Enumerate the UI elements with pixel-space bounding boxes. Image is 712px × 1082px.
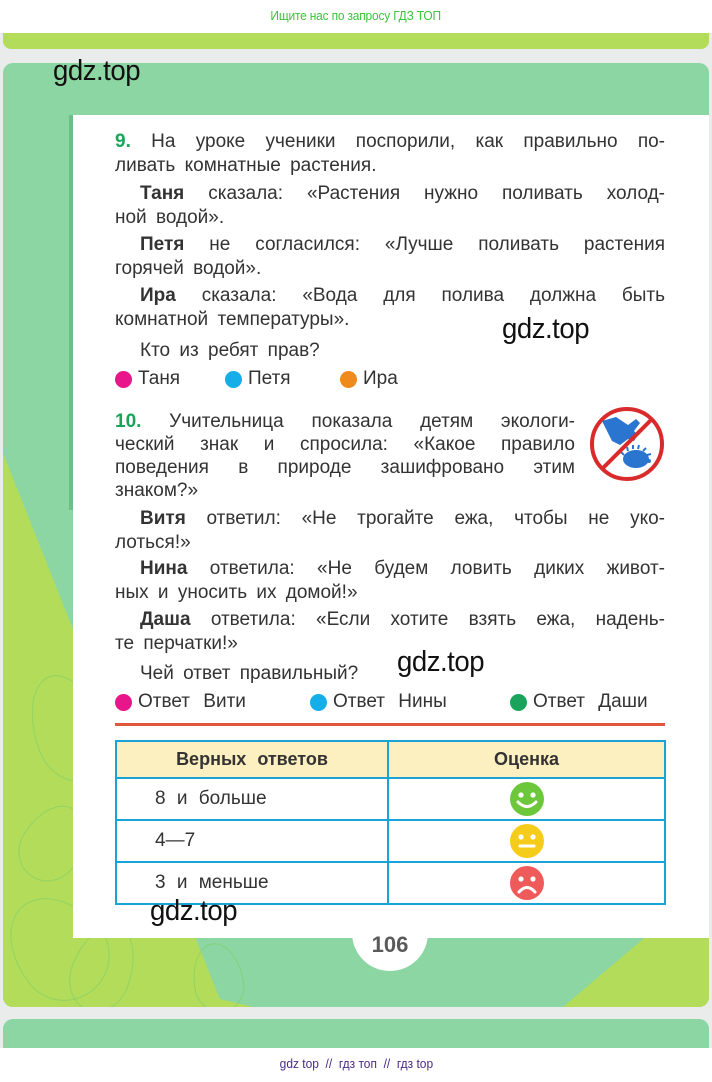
watermark: gdz.top [150, 895, 238, 927]
statement-vitya: Витя ответил: «Не трогайте ежа, чтобы не уко- [140, 508, 665, 529]
magenta-dot-icon [115, 371, 132, 388]
table-row [116, 778, 665, 820]
task9-options [115, 368, 398, 390]
header-correct-answers: Верных ответов [116, 741, 388, 778]
statement-dasha: Даша ответила: «Если хотите взять ежа, надень- [140, 609, 666, 630]
option-vitya[interactable]: Ответ Вити [115, 691, 310, 713]
watermark: gdz.top [502, 313, 590, 345]
statement-tanya: Таня сказала: «Растения нужно поливать холод- [140, 183, 666, 204]
no-touching-hedgehog-sign-icon [588, 405, 666, 483]
task10-intro-line: знаком?» [115, 480, 199, 501]
task10-question: Чей ответ правильный? [140, 663, 359, 684]
statement-petya-cont: горячей водой». [115, 258, 262, 279]
happy-face-icon [509, 781, 545, 817]
table-row [116, 820, 665, 862]
task10-intro-line: ческий знак и спросила: «Какое правило [115, 434, 575, 455]
grade-cell [388, 820, 665, 862]
table-header-row [116, 741, 665, 778]
footer [0, 1048, 712, 1082]
page-number: 106 [371, 932, 409, 957]
header-grade: Оценка [388, 741, 665, 778]
neutral-face-icon [509, 823, 545, 859]
blue-dot-icon [225, 371, 242, 388]
task10-options [115, 691, 648, 713]
option-dasha[interactable]: Ответ Даши [510, 691, 648, 713]
task10-intro-line: поведения в природе зашифровано этим [115, 457, 575, 478]
task-number: 10. [115, 411, 142, 432]
option-petya[interactable]: Петя [225, 368, 340, 390]
orange-dot-icon [340, 371, 357, 388]
top-banner [0, 0, 712, 33]
statement-petya: Петя не согласился: «Лучше поливать растения [140, 234, 666, 255]
statement-ira-cont: комнатной температуры». [115, 309, 350, 330]
top-banner-text: Ищите нас по запросу ГДЗ ТОП [270, 8, 442, 23]
blue-dot-icon [310, 694, 327, 711]
footer-text: gdz top // гдз топ // гдз top [279, 1056, 433, 1071]
task10-intro: 10. Учительница показала детям экологи- [115, 411, 576, 432]
statement-nina-cont: ных и уносить их домой!» [115, 582, 358, 603]
range-cell: 8 и больше [116, 778, 388, 820]
task9-intro-cont: ливать комнатные растения. [115, 155, 377, 176]
statement-dasha-cont: те перчатки!» [115, 633, 238, 654]
task9-intro: 9. На уроке ученики поспорили, как правильно по- [115, 131, 666, 152]
option-nina[interactable]: Ответ Нины [310, 691, 510, 713]
range-cell: 3 и меньше [116, 862, 388, 904]
grade-cell [388, 862, 665, 904]
task-number: 9. [115, 131, 131, 152]
statement-tanya-cont: ной водой». [115, 207, 225, 228]
magenta-dot-icon [115, 694, 132, 711]
grade-cell [388, 778, 665, 820]
watermark: gdz.top [53, 55, 141, 87]
statement-ira: Ира сказала: «Вода для полива должна быть [140, 285, 665, 306]
green-dot-icon [510, 694, 527, 711]
sad-face-icon [509, 865, 545, 901]
section-divider [115, 723, 665, 726]
task9-question: Кто из ребят прав? [140, 340, 320, 361]
previous-page-strip [3, 33, 709, 49]
statement-vitya-cont: лоться!» [115, 532, 191, 553]
option-tanya[interactable]: Таня [115, 368, 225, 390]
watermark: gdz.top [397, 646, 485, 678]
option-ira[interactable]: Ира [340, 368, 398, 390]
range-cell: 4—7 [116, 820, 388, 862]
score-table [115, 740, 666, 905]
statement-nina: Нина ответила: «Не будем ловить диких живот- [140, 558, 665, 579]
